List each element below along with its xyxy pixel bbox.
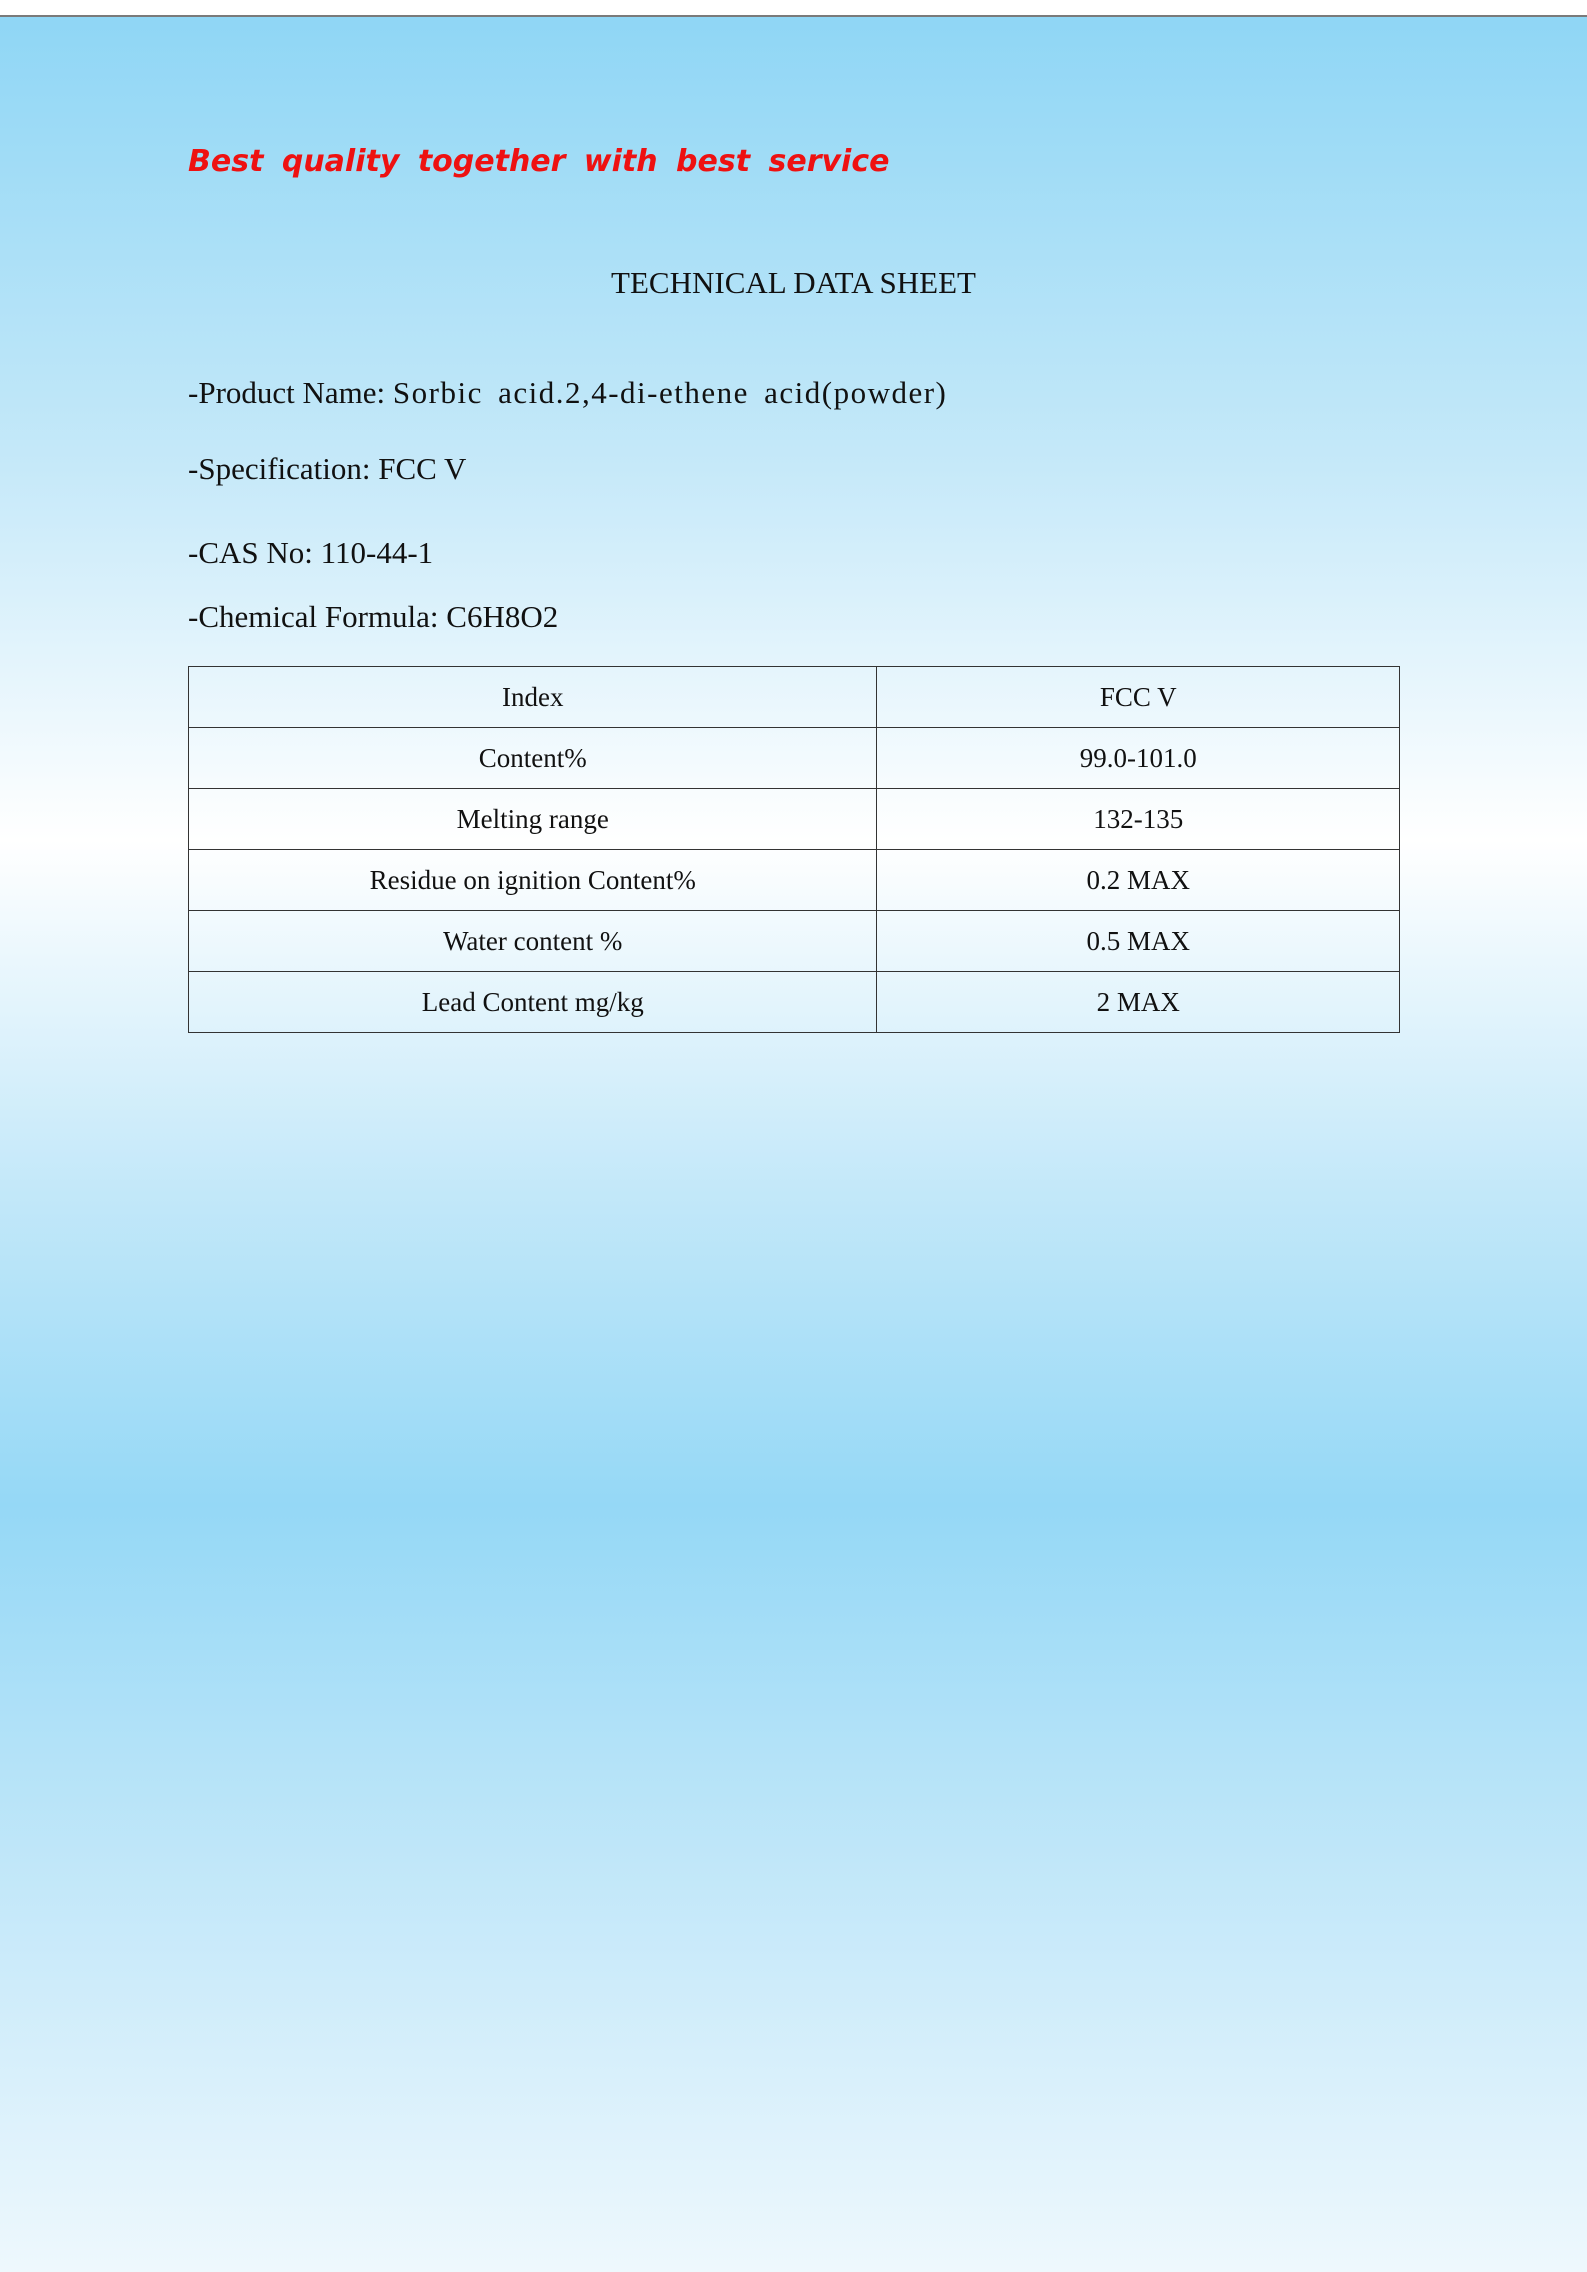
product-name-value: Sorbic acid.2,4-di-ethene acid(powder) <box>392 375 948 410</box>
table-row <box>189 789 1400 850</box>
table-header-cell: FCC V <box>877 667 1400 728</box>
specification-label: -Specification: <box>188 451 379 486</box>
specification-line <box>188 451 466 487</box>
document-page <box>0 15 1587 2272</box>
table-cell-index: Water content % <box>189 911 877 972</box>
table-row <box>189 728 1400 789</box>
table-row <box>189 850 1400 911</box>
table-cell-index: Residue on ignition Content% <box>189 850 877 911</box>
chemical-formula-value: C6H8O2 <box>446 599 559 634</box>
product-name-label: -Product Name: <box>188 375 393 410</box>
table-header-cell: Index <box>189 667 877 728</box>
table-cell-value: 132-135 <box>877 789 1400 850</box>
specification-value: FCC V <box>378 451 467 486</box>
table-cell-value: 99.0-101.0 <box>877 728 1400 789</box>
specification-table <box>188 666 1400 1033</box>
table-header-row <box>189 667 1400 728</box>
product-name-line <box>188 375 947 411</box>
cas-number-value: 110-44-1 <box>320 535 434 570</box>
table-cell-value: 2 MAX <box>877 972 1400 1033</box>
document-title: TECHNICAL DATA SHEET <box>611 265 976 300</box>
table-cell-index: Melting range <box>189 789 877 850</box>
table-cell-index: Content% <box>189 728 877 789</box>
table-cell-value: 0.2 MAX <box>877 850 1400 911</box>
table-row <box>189 911 1400 972</box>
chemical-formula-line <box>188 599 558 635</box>
table-cell-value: 0.5 MAX <box>877 911 1400 972</box>
cas-number-label: -CAS No: <box>188 535 321 570</box>
tagline: Best quality together with best service <box>188 144 890 179</box>
cas-number-line <box>188 535 433 571</box>
table-cell-index: Lead Content mg/kg <box>189 972 877 1033</box>
table-row <box>189 972 1400 1033</box>
chemical-formula-label: -Chemical Formula: <box>188 599 447 634</box>
